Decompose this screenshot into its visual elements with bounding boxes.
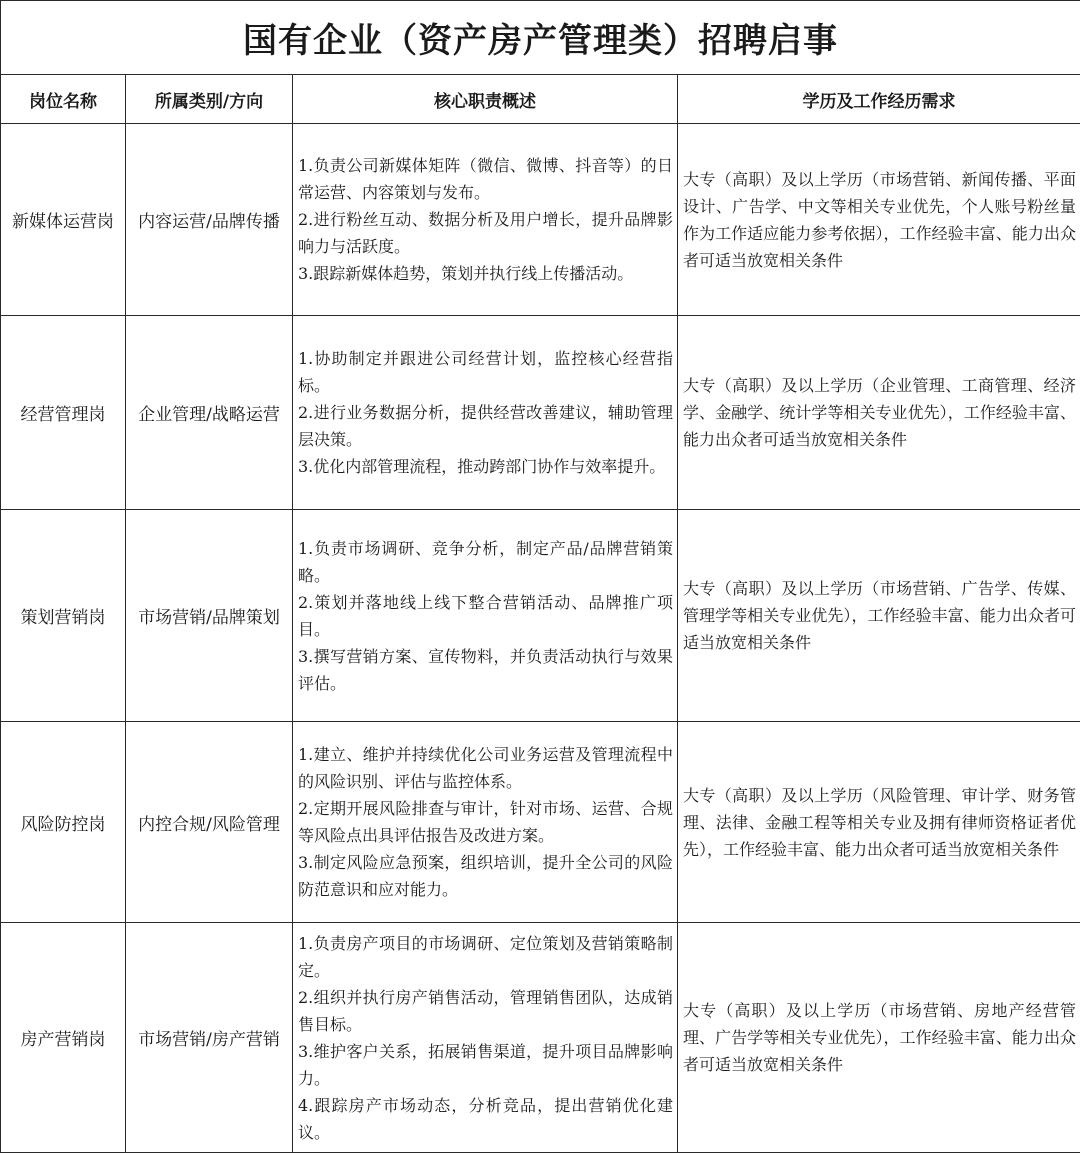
table-row [1, 316, 1080, 510]
position-category: 企业管理/战略运营 [126, 316, 293, 510]
position-category: 市场营销/房产营销 [126, 923, 293, 1153]
table-row [1, 722, 1080, 923]
duties-cell [293, 124, 678, 316]
requirements-cell: 大专（高职）及以上学历（市场营销、广告学、传媒、管理学等相关专业优先），工作经验丰富、能力出众者可适当放宽相关条件 [678, 510, 1080, 722]
duty-item: 3.制定风险应急预案，组织培训，提升全公司的风险防范意识和应对能力。 [298, 849, 673, 903]
header-requirements: 学历及工作经历需求 [678, 75, 1080, 124]
duty-item: 1.协助制定并跟进公司经营计划，监控核心经营指标。 [298, 345, 673, 399]
duty-item: 1.负责公司新媒体矩阵（微信、微博、抖音等）的日常运营、内容策划与发布。 [298, 152, 673, 206]
duty-item: 3.撰写营销方案、宣传物料，并负责活动执行与效果评估。 [298, 643, 673, 697]
table-header-row [1, 75, 1080, 124]
duty-item: 3.跟踪新媒体趋势，策划并执行线上传播活动。 [298, 260, 673, 287]
page-title: 国有企业（资产房产管理类）招聘启事 [1, 1, 1080, 75]
duty-item: 3.维护客户关系，拓展销售渠道，提升项目品牌影响力。 [298, 1038, 673, 1092]
duty-item: 1.负责房产项目的市场调研、定位策划及营销策略制定。 [298, 930, 673, 984]
table-row [1, 510, 1080, 722]
duties-cell [293, 722, 678, 923]
duty-item: 2.进行业务数据分析，提供经营改善建议，辅助管理层决策。 [298, 399, 673, 453]
position-category: 内容运营/品牌传播 [126, 124, 293, 316]
duty-item: 2.定期开展风险排查与审计，针对市场、运营、合规等风险点出具评估报告及改进方案。 [298, 795, 673, 849]
table-row [1, 923, 1080, 1153]
requirements-cell: 大专（高职）及以上学历（市场营销、新闻传播、平面设计、广告学、中文等相关专业优先，个人账号粉丝量作为工作适应能力参考依据），工作经验丰富、能力出众者可适当放宽相关条件 [678, 124, 1080, 316]
position-name: 策划营销岗 [1, 510, 126, 722]
position-category: 市场营销/品牌策划 [126, 510, 293, 722]
requirements-cell: 大专（高职）及以上学历（企业管理、工商管理、经济学、金融学、统计学等相关专业优先），工作经验丰富、能力出众者可适当放宽相关条件 [678, 316, 1080, 510]
duties-cell [293, 316, 678, 510]
position-name: 新媒体运营岗 [1, 124, 126, 316]
position-name: 经营管理岗 [1, 316, 126, 510]
duty-item: 2.进行粉丝互动、数据分析及用户增长，提升品牌影响力与活跃度。 [298, 206, 673, 260]
duty-item: 1.负责市场调研、竞争分析，制定产品/品牌营销策略。 [298, 535, 673, 589]
duty-item: 3.优化内部管理流程，推动跨部门协作与效率提升。 [298, 453, 673, 480]
header-duties: 核心职责概述 [293, 75, 678, 124]
header-category: 所属类别/方向 [126, 75, 293, 124]
requirements-cell: 大专（高职）及以上学历（风险管理、审计学、财务管理、法律、金融工程等相关专业及拥有律师资格证者优先），工作经验丰富、能力出众者可适当放宽相关条件 [678, 722, 1080, 923]
header-position: 岗位名称 [1, 75, 126, 124]
position-category: 内控合规/风险管理 [126, 722, 293, 923]
duty-item: 1.建立、维护并持续优化公司业务运营及管理流程中的风险识别、评估与监控体系。 [298, 741, 673, 795]
duty-item: 4.跟踪房产市场动态，分析竞品，提出营销优化建议。 [298, 1092, 673, 1146]
duty-item: 2.组织并执行房产销售活动，管理销售团队，达成销售目标。 [298, 984, 673, 1038]
position-name: 风险防控岗 [1, 722, 126, 923]
duties-cell [293, 510, 678, 722]
requirements-cell: 大专（高职）及以上学历（市场营销、房地产经营管理、广告学等相关专业优先），工作经验丰富、能力出众者可适当放宽相关条件 [678, 923, 1080, 1153]
duty-item: 2.策划并落地线上线下整合营销活动、品牌推广项目。 [298, 589, 673, 643]
position-name: 房产营销岗 [1, 923, 126, 1153]
table-row [1, 124, 1080, 316]
duties-cell [293, 923, 678, 1153]
